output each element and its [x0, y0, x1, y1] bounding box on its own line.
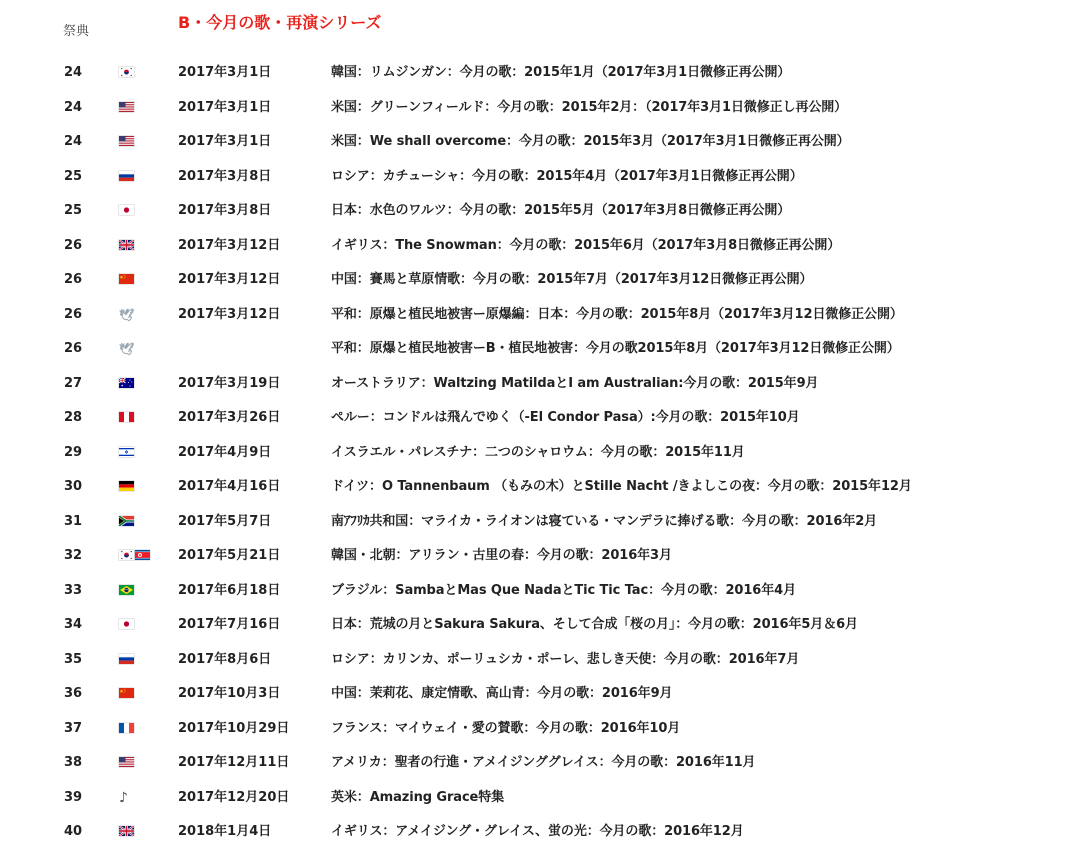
- row-date: 2017年4月9日: [178, 444, 272, 460]
- usa-flag-icon: [119, 757, 134, 767]
- row-flag: [119, 447, 135, 459]
- row-title[interactable]: ドイツ：O Tannenbaum （もみの木）とStille Nacht /きよしこの夜：今月の歌：2015年12月: [331, 479, 912, 494]
- row-title[interactable]: 平和：原爆と植民地被害ーB・植民地被害：今月の歌2015年8月（2017年3月12日微修正公開）: [331, 341, 900, 356]
- table-row: [0, 401, 1068, 436]
- row-title[interactable]: フランス：マイウェイ・愛の賛歌：今月の歌：2016年10月: [331, 720, 681, 736]
- row-flag: [119, 378, 135, 390]
- row-number: 25: [64, 168, 83, 184]
- uk-flag-icon: [119, 826, 134, 836]
- row-number: 37: [64, 720, 83, 736]
- row-number: 26: [64, 237, 83, 253]
- row-title[interactable]: 米国：We shall overcome：今月の歌：2015年3月（2017年3月1日微修正再公開）: [331, 134, 850, 149]
- peru-flag-icon: [119, 412, 134, 422]
- row-title[interactable]: イギリス：アメイジング・グレイス、蛍の光：今月の歌：2016年12月: [331, 824, 744, 839]
- table-row: [0, 229, 1068, 264]
- row-date: 2017年3月1日: [178, 65, 272, 80]
- australia-flag-icon: [119, 378, 134, 388]
- uk-flag-icon: [119, 240, 134, 250]
- table-row: [0, 746, 1068, 781]
- row-title[interactable]: ブラジル：SambaとMas Que NadaとTic Tic Tac：今月の歌：2016年4月: [331, 582, 796, 598]
- dove-icon: 🕊: [119, 342, 135, 356]
- row-number: 34: [64, 617, 83, 632]
- row-number: 27: [64, 375, 83, 391]
- row-date: 2017年3月26日: [178, 410, 281, 425]
- column-header-festival: 祭典: [63, 24, 90, 39]
- row-number: 32: [64, 548, 83, 563]
- table-row: [0, 436, 1068, 471]
- row-date: 2017年8月6日: [178, 651, 272, 667]
- brazil-flag-icon: [119, 585, 134, 595]
- row-title[interactable]: 韓国：リムジンガン：今月の歌：2015年1月（2017年3月1日微修正再公開）: [331, 65, 791, 80]
- row-title[interactable]: イギリス：The Snowman：今月の歌：2015年6月（2017年3月8日微修正再公開）: [331, 237, 841, 253]
- row-title[interactable]: 日本：荒城の月とSakura Sakura、そして合成「桜の月」：今月の歌：2016年5月＆6月: [331, 617, 858, 632]
- south-africa-flag-icon: [119, 516, 134, 526]
- row-title[interactable]: ペルー：コンドルは飛んでゆく（-El Condor Pasa）:今月の歌：2015年10月: [331, 410, 800, 425]
- table-row: [0, 781, 1068, 816]
- row-number: 38: [64, 755, 83, 770]
- table-row: [0, 643, 1068, 678]
- row-date: 2017年3月12日: [178, 306, 281, 322]
- row-number: 31: [64, 513, 83, 529]
- row-title[interactable]: 平和：原爆と植民地被害ー原爆編：日本：今月の歌：2015年8月（2017年3月12日微修正公開）: [331, 306, 903, 322]
- table-row: [0, 815, 1068, 850]
- row-flag: [119, 585, 135, 597]
- row-title[interactable]: アメリカ：聖者の行進・アメイジンググレイス：今月の歌：2016年11月: [331, 755, 756, 770]
- row-date: 2017年12月20日: [178, 789, 290, 805]
- row-date: 2017年6月18日: [178, 582, 281, 598]
- row-flag: [119, 67, 135, 79]
- japan-flag-icon: [119, 205, 134, 215]
- row-flag: [119, 309, 134, 321]
- row-date: 2017年3月8日: [178, 168, 272, 184]
- row-flag: [119, 654, 135, 666]
- row-flag: [119, 171, 135, 183]
- row-number: 36: [64, 686, 83, 701]
- china-flag-icon: [119, 274, 134, 284]
- germany-flag-icon: [119, 481, 134, 491]
- north-korea-flag-icon: [135, 550, 150, 560]
- row-number: 39: [64, 789, 83, 805]
- table-row: [0, 332, 1068, 367]
- row-title[interactable]: ロシア：カリンカ、ポーリュシカ・ポーレ、悲しき天使：今月の歌：2016年7月: [331, 651, 800, 667]
- row-flag: [119, 550, 151, 562]
- row-number: 26: [64, 306, 83, 322]
- row-number: 24: [64, 134, 83, 149]
- row-flag: [119, 481, 135, 493]
- row-flag: [119, 412, 135, 424]
- row-flag: [119, 789, 128, 806]
- israel-flag-icon: [119, 447, 134, 457]
- table-row: [0, 677, 1068, 712]
- row-date: 2018年1月4日: [178, 824, 272, 839]
- row-number: 33: [64, 582, 83, 598]
- row-title[interactable]: 英米：Amazing Grace特集: [331, 789, 505, 805]
- row-number: 28: [64, 410, 83, 425]
- row-date: 2017年3月1日: [178, 134, 272, 149]
- table-row: [0, 160, 1068, 195]
- row-number: 26: [64, 272, 83, 287]
- row-date: 2017年3月19日: [178, 375, 281, 391]
- table-row: [0, 91, 1068, 126]
- table-row: [0, 125, 1068, 160]
- korea-flag-icon: [119, 550, 134, 560]
- row-flag: [119, 274, 135, 286]
- row-number: 24: [64, 65, 83, 80]
- table-row: [0, 298, 1068, 333]
- china-flag-icon: [119, 688, 134, 698]
- row-flag: [119, 826, 135, 838]
- row-number: 30: [64, 479, 83, 494]
- row-title[interactable]: ロシア：カチューシャ：今月の歌：2015年4月（2017年3月1日微修正再公開）: [331, 168, 803, 184]
- table-row: [0, 263, 1068, 298]
- row-title[interactable]: イスラエル・パレスチナ：二つのシャロウム：今月の歌：2015年11月: [331, 444, 745, 460]
- row-date: 2017年10月3日: [178, 686, 281, 701]
- row-date: 2017年10月29日: [178, 720, 290, 736]
- france-flag-icon: [119, 723, 134, 733]
- row-flag: [119, 102, 135, 114]
- table-row: [0, 574, 1068, 609]
- row-flag: [119, 136, 135, 148]
- row-title[interactable]: 中国：茉莉花、康定情歌、高山青：今月の歌：2016年9月: [331, 686, 673, 701]
- row-number: 29: [64, 444, 83, 460]
- row-date: 2017年3月12日: [178, 272, 281, 287]
- table-row: [0, 539, 1068, 574]
- row-date: 2017年3月12日: [178, 237, 281, 253]
- table-row: [0, 367, 1068, 402]
- row-date: 2017年5月7日: [178, 513, 272, 529]
- row-date: 2017年3月1日: [178, 99, 272, 115]
- table-row: [0, 56, 1068, 91]
- row-flag: [119, 757, 135, 769]
- dove-icon: 🕊: [119, 307, 135, 322]
- row-title[interactable]: 韓国・北朝：アリラン・古里の春：今月の歌：2016年3月: [331, 548, 672, 563]
- row-number: 24: [64, 99, 83, 115]
- row-flag: [119, 723, 135, 735]
- row-number: 35: [64, 651, 83, 667]
- row-flag: [119, 688, 135, 700]
- russia-flag-icon: [119, 654, 134, 664]
- table-row: [0, 712, 1068, 747]
- table-row: [0, 505, 1068, 540]
- row-title[interactable]: オーストラリア：Waltzing MatildaとI am Australian:今月の歌：2015年9月: [331, 375, 819, 391]
- usa-flag-icon: [119, 136, 134, 146]
- music-note-icon: ♪: [119, 789, 128, 806]
- row-flag: [119, 619, 135, 631]
- row-flag: [119, 240, 135, 252]
- japan-flag-icon: [119, 619, 134, 629]
- usa-flag-icon: [119, 102, 134, 112]
- row-title[interactable]: 日本：水色のワルツ：今月の歌：2015年5月（2017年3月8日微修正再公開）: [331, 203, 791, 218]
- row-flag: [119, 205, 135, 217]
- row-flag: [119, 343, 134, 355]
- row-title[interactable]: 米国：グリーンフィールド：今月の歌：2015年2月：（2017年3月1日微修正し再公開）: [331, 99, 848, 115]
- row-number: 40: [64, 824, 83, 839]
- row-date: 2017年4月16日: [178, 479, 281, 494]
- page-title: B・今月の歌・再演シリーズ: [178, 13, 382, 32]
- row-date: 2017年12月11日: [178, 755, 290, 770]
- row-number: 26: [64, 341, 83, 356]
- row-title[interactable]: 南ｱﾌﾘｶ共和国：マライカ・ライオンは寝ている・マンデラに捧げる歌：今月の歌：2016年2月: [331, 513, 878, 529]
- korea-flag-icon: [119, 67, 134, 77]
- table-row: [0, 194, 1068, 229]
- row-date: 2017年7月16日: [178, 617, 281, 632]
- row-date: 2017年3月8日: [178, 203, 272, 218]
- row-flag: [119, 516, 135, 528]
- row-title[interactable]: 中国：賽馬と草原情歌：今月の歌：2015年7月（2017年3月12日微修正再公開）: [331, 272, 813, 287]
- song-list: [0, 56, 1068, 850]
- table-row: [0, 470, 1068, 505]
- row-number: 25: [64, 203, 83, 218]
- table-row: [0, 608, 1068, 643]
- russia-flag-icon: [119, 171, 134, 181]
- row-date: 2017年5月21日: [178, 548, 281, 563]
